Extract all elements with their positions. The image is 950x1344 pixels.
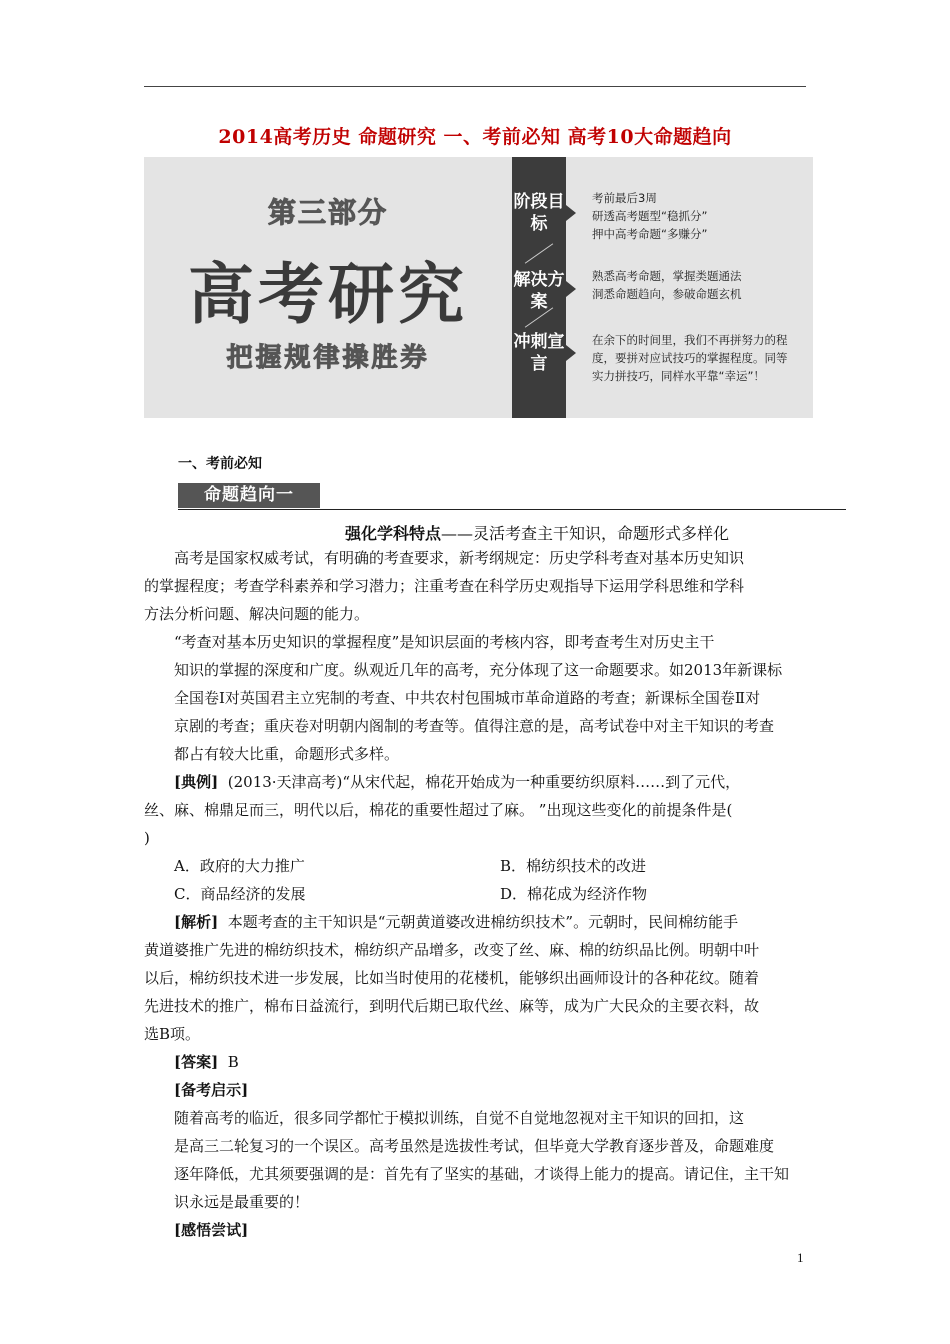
text-line: 以后，棉纺织技术进一步发展，比如当时使用的花楼机，能够织出画师设计的各种花纹。随着 (144, 969, 760, 987)
trend-subheading (345, 521, 729, 544)
banner-part-label: 第三部分 (267, 196, 388, 229)
tips-label: [备考启示] (174, 1081, 249, 1099)
text-line: 先进技术的推广，棉布日益流行，到明代后期已取代丝、麻等，成为广大民众的主要衣料，故 (144, 997, 760, 1015)
text-line: 全国卷Ⅰ对英国君主立宪制的考查、中共农村包围城市革命道路的考查；新课标全国卷Ⅱ对 (174, 689, 761, 707)
text-line: 高考是国家权威考试，有明确的考查要求，新考纲规定：历史学科考查对基本历史知识 (174, 549, 745, 567)
document-title: 2014高考历史 命题研究 一、考前必知 高考10大命题趋向 (218, 126, 732, 148)
strip-label-solutions: 解决方案 (513, 270, 565, 312)
solutions-line: 熟悉高考命题，掌握类题通法 (592, 269, 742, 283)
analysis-label: [解析] (174, 913, 219, 931)
strip-label-goals: 阶段目标 (513, 192, 565, 234)
goals-line: 考前最后3周 (592, 191, 657, 205)
answer-label: [答案] (174, 1053, 219, 1071)
paragraph-3 (144, 1104, 808, 1216)
declaration-line: 度，要拼对应试技巧的掌握程度。同等 (592, 351, 788, 365)
strip-label-declaration: 冲刺宣言 (513, 332, 565, 374)
text-line: 京剧的考查；重庆卷对明朝内阁制的考查等。值得注意的是，高考试卷中对主干知识的考查 (174, 717, 775, 735)
solutions-text (592, 267, 813, 303)
text-line: 随着高考的临近，很多同学都忙于模拟训练，自觉不自觉地忽视对主干知识的回扣，这 (174, 1109, 745, 1127)
option-a: A．政府的大力推广 (174, 857, 305, 875)
goals-text (592, 189, 813, 243)
answer-value: B (227, 1053, 239, 1071)
text-line: “考查对基本历史知识的掌握程度”是知识层面的考核内容，即考查考生对历史主干 (174, 633, 715, 651)
text-line: 识永远是最重要的！ (174, 1193, 310, 1211)
tag-rule (178, 509, 846, 510)
paragraph-1 (144, 544, 808, 628)
example-label: [典例] (174, 773, 219, 791)
paragraph-2 (144, 628, 808, 768)
goals-line: 押中高考命题“多赚分” (592, 227, 708, 241)
options-row (144, 880, 808, 908)
subheading-bold: 强化学科特点 (345, 524, 442, 543)
subheading-rest: ——灵活考查主干知识，命题形式多样化 (441, 524, 730, 543)
trend-tag: 命题趋向一 (178, 483, 320, 508)
banner-label-strip (512, 157, 566, 418)
strip-divider (525, 243, 553, 263)
try-label: [感悟尝试] (174, 1221, 249, 1239)
text-line: 都占有较大比重，命题形式多样。 (174, 745, 400, 763)
document-body (144, 544, 808, 1244)
goals-line: 研透高考题型“稳抓分” (592, 209, 708, 223)
option-d: D．棉花成为经济作物 (500, 885, 648, 903)
strip-arrow (566, 205, 576, 221)
text-line: 是高三二轮复习的一个误区。高考虽然是选拔性考试，但毕竟大学教育逐步普及，命题难度 (174, 1137, 775, 1155)
banner-main-title: 高考研究 (188, 256, 468, 333)
strip-arrow (566, 281, 576, 297)
text-line: 黄道婆推广先进的棉纺织技术，棉纺织产品增多，改变了丝、麻、棉的纺织品比例。明朝中叶 (144, 941, 760, 959)
declaration-line: 在余下的时间里，我们不再拼努力的程 (592, 333, 788, 347)
text-line: 选B项。 (144, 1025, 201, 1043)
option-b: B．棉纺织技术的改进 (500, 857, 647, 875)
option-c: C．商品经济的发展 (174, 885, 306, 903)
declaration-text (592, 331, 813, 385)
declaration-line: 实力拼技巧，同样水平靠“幸运”！ (592, 369, 765, 383)
text-line: 丝、麻、棉鼎足而三，明代以后，棉花的重要性超过了麻。 ”出现这些变化的前提条件是( (144, 801, 733, 819)
section-banner (144, 157, 813, 418)
banner-title-area (144, 157, 512, 418)
text-line: 本题考查的主干知识是“元朝黄道婆改进棉纺织技术”。元朝时，民间棉纺能手 (227, 913, 739, 931)
text-line: 方法分析问题、解决问题的能力。 (144, 605, 370, 623)
text-line: 的掌握程度；考查学科素养和学习潜力；注重考查在科学历史观指导下运用学科思维和学科 (144, 577, 745, 595)
solutions-line: 洞悉命题趋向，参破命题玄机 (592, 287, 742, 301)
text-line: ) (144, 829, 150, 847)
analysis (144, 908, 808, 1048)
text-line: 知识的掌握的深度和广度。纵观近几年的高考，充分体现了这一命题要求。如2013年新课标 (174, 661, 783, 679)
options-row (144, 852, 808, 880)
example-source: (2013·天津高考) (227, 773, 343, 791)
text-line: “从宋代起，棉花开始成为一种重要纺织原料……到了元代， (342, 773, 741, 791)
page-number: 1 (797, 1250, 804, 1265)
answer (144, 1048, 808, 1076)
banner-subtitle: 把握规律操胜券 (226, 343, 430, 373)
strip-arrow (566, 345, 576, 361)
example-question (144, 768, 808, 852)
top-rule (144, 86, 806, 87)
section-heading: 一、考前必知 (178, 456, 262, 472)
text-line: 逐年降低，尤其须要强调的是：首先有了坚实的基础，才谈得上能力的提高。请记住，主干知 (174, 1165, 790, 1183)
